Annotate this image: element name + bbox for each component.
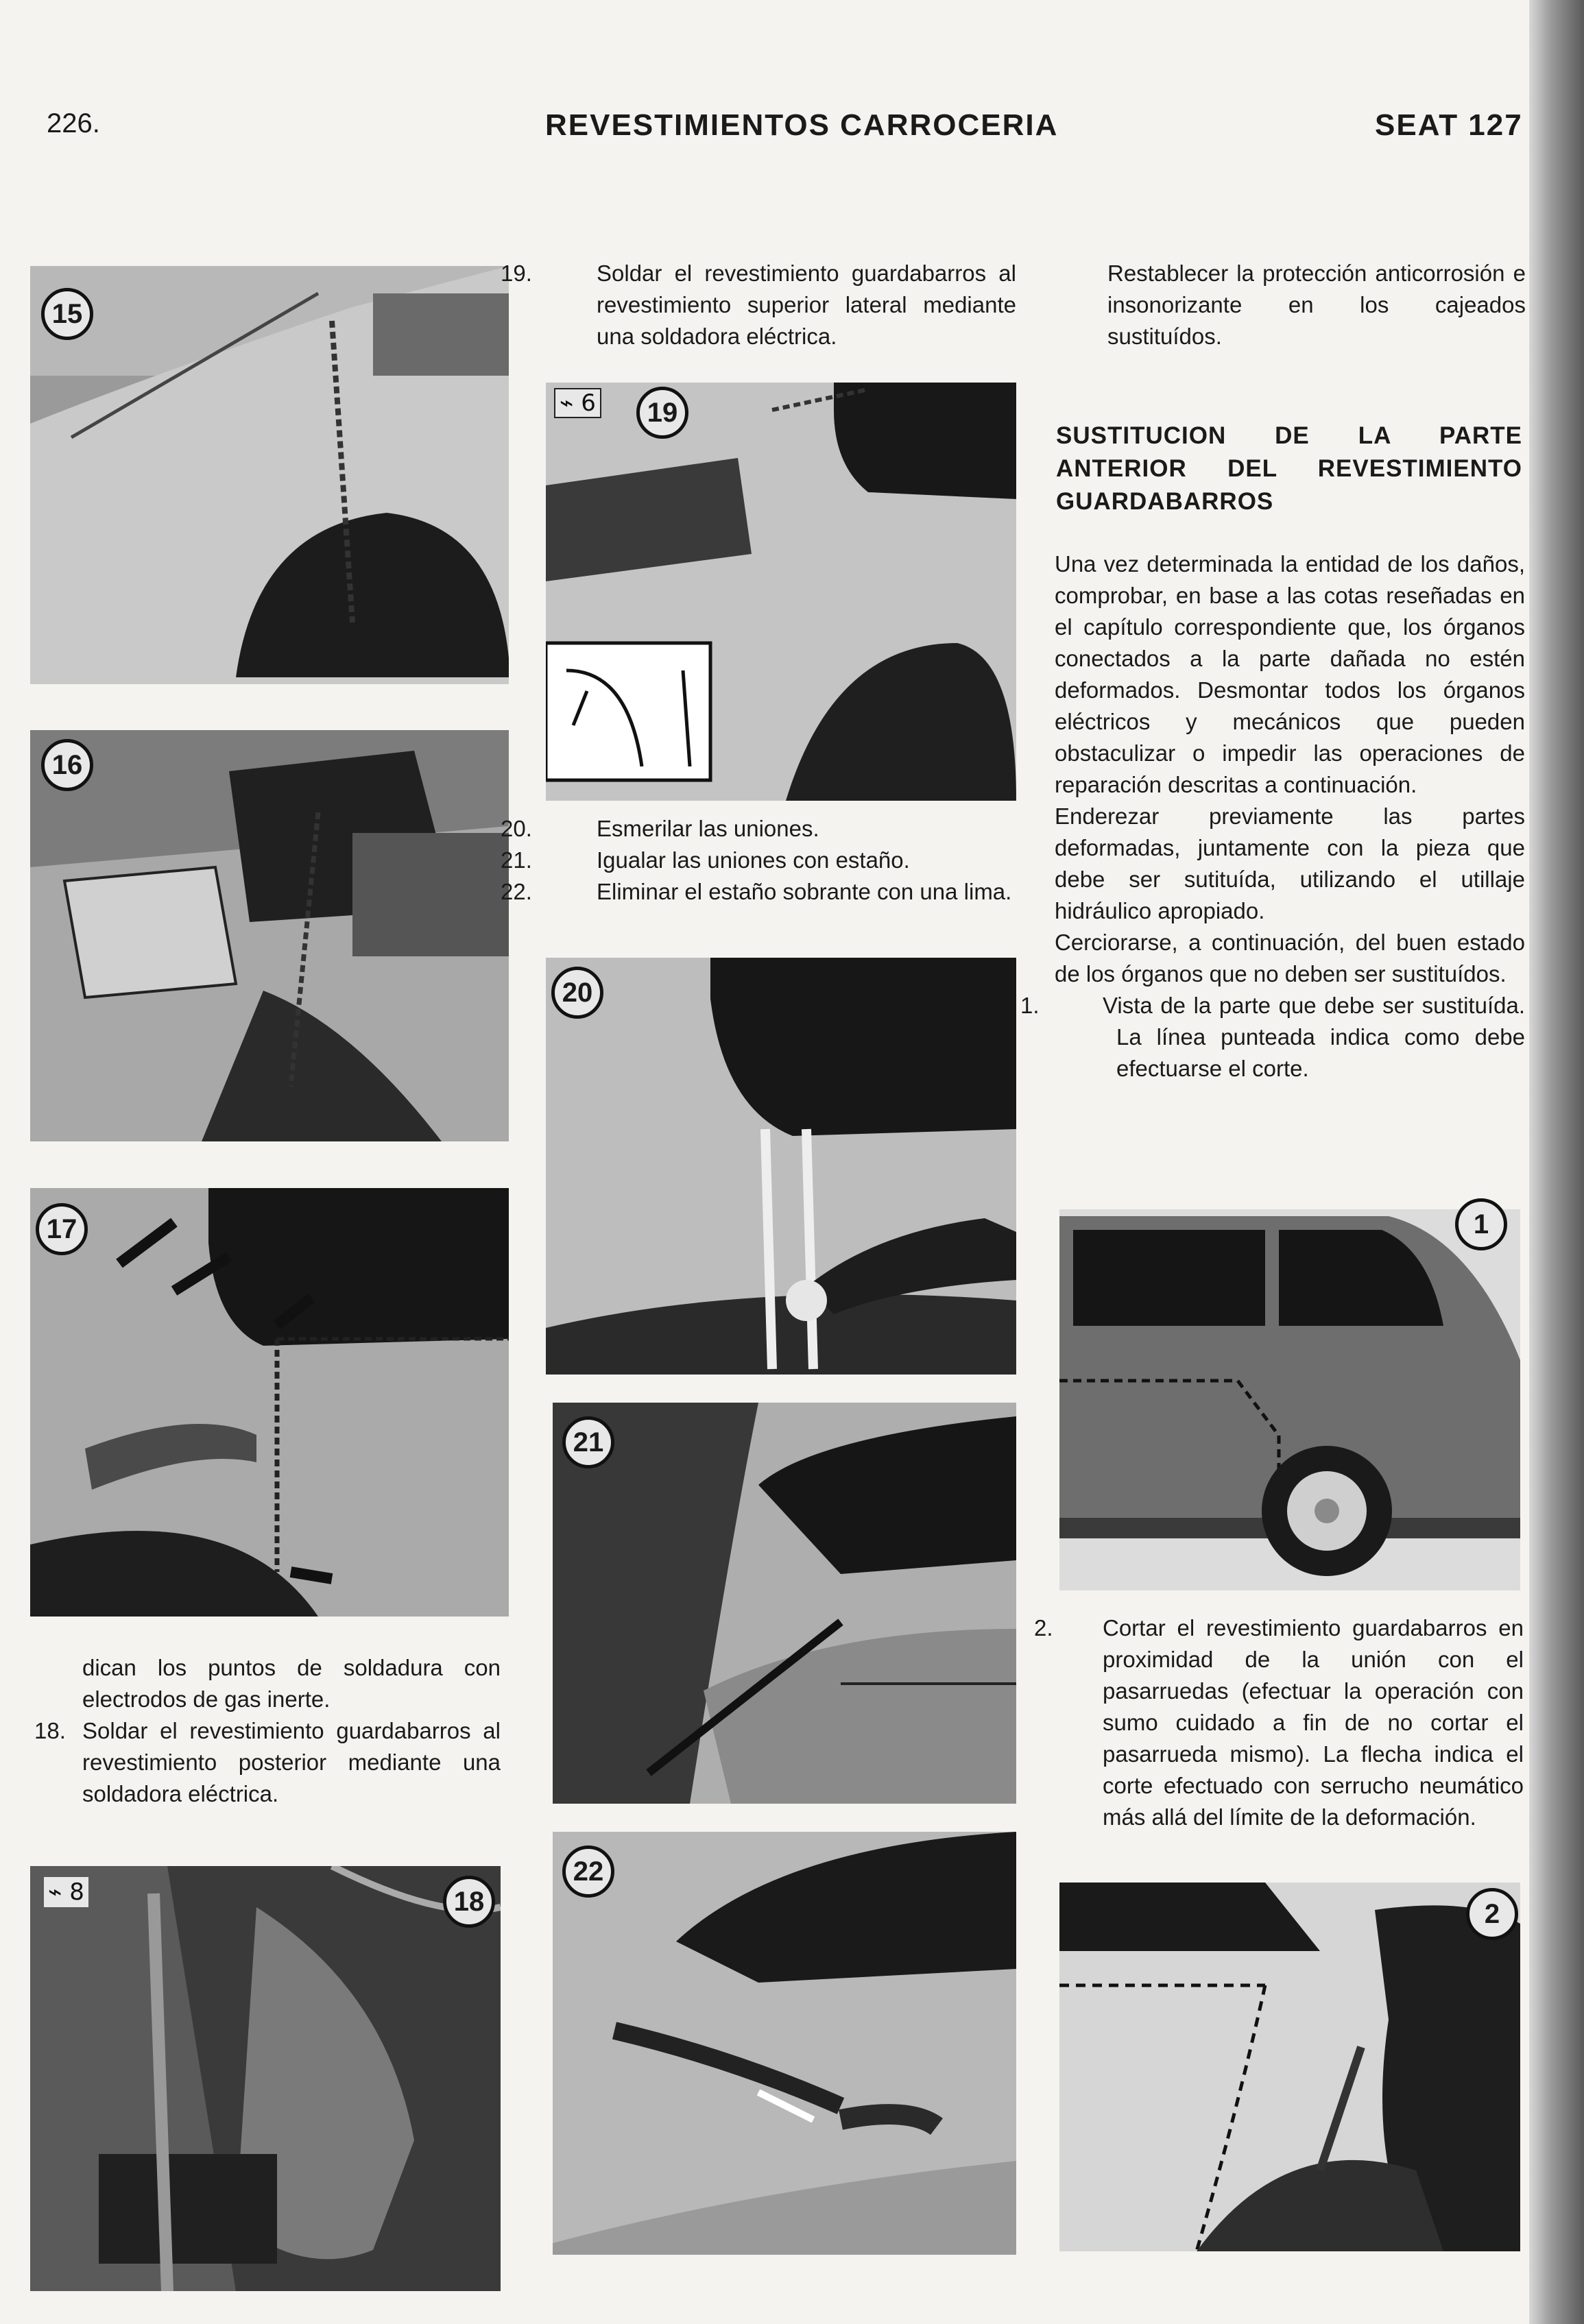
item-21-number: 21. [501, 847, 532, 873]
item-1-number: 1. [1020, 993, 1040, 1018]
photo-fig-1 [1059, 1209, 1520, 1590]
tool-glyph-19: ⌁ [560, 389, 574, 417]
tool-ref-19: 6 [581, 389, 596, 417]
item-2-text: Cortar el revestimiento guardabarros en proximidad de la unión con el pasarruedas (efectuar la operación con sumo cuidado a fin de no cortar el pasarrueda mismo). La flecha indica el corte efectuado con serrucho neumático más allá del límite de la deformación. [1103, 1615, 1524, 1830]
photo-fig-17 [30, 1188, 509, 1617]
item-20-text: Esmerilar las uniones. [597, 816, 819, 841]
item-20-number: 20. [501, 816, 532, 841]
photo-fig-16 [30, 730, 509, 1141]
figure-badge-15: 15 [41, 288, 93, 340]
item-2 [1034, 1612, 1524, 1833]
section-heading: SUSTITUCION DE LA PARTE ANTERIOR DEL REVESTIMIENTO GUARDABARROS [1056, 422, 1522, 515]
item-19-paragraph [501, 258, 1016, 352]
figure-badge-22: 22 [562, 1845, 614, 1898]
item-1 [1020, 990, 1525, 1085]
paragraph-1: Una vez determinada la entidad de los daños, comprobar, en base a las cotas reseñadas en el capítulo correspondiente que, los órganos conectados a la parte dañada no estén deformados. Desmontar todos los órganos eléctricos y mecánicos que pueden obstaculizar o impedir las operaciones de reparación descritas a continuación. [1055, 551, 1525, 797]
figure-badge-16: 16 [41, 739, 93, 791]
tool-glyph-18: ⌁ [48, 1878, 62, 1906]
figure-badge-20: 20 [551, 967, 603, 1019]
paragraph-2: Enderezar previamente las partes deformadas, juntamente con la pieza que debe ser sutituída, utilizando el utillaje hidráulico apropiado. [1055, 803, 1525, 923]
page-title: REVESTIMIENTOS CARROCERIA [545, 108, 1059, 142]
intro-text: Restablecer la protección anticorrosión e insonorizante en los cajeados sustituídos. [1107, 261, 1526, 349]
figure-badge-1: 1 [1455, 1198, 1507, 1250]
figure-badge-2: 2 [1466, 1888, 1518, 1940]
item-21-text: Igualar las uniones con estaño. [597, 847, 910, 873]
welder-tool-icon [44, 1877, 88, 1907]
item-22-text: Eliminar el estaño sobrante con una lima. [597, 879, 1012, 904]
photo-fig-15 [30, 266, 509, 684]
item-19-text: Soldar el revestimiento guardabarros al revestimiento superior lateral mediante una soldadora eléctrica. [597, 261, 1016, 349]
photo-fig-2 [1059, 1883, 1520, 2251]
items-20-22 [501, 813, 1016, 908]
photo-fig-22 [553, 1832, 1016, 2255]
item-18-text: Soldar el revestimiento guardabarros al revestimiento posterior mediante una soldadora eléctrica. [82, 1718, 501, 1806]
tool-ref-18: 8 [69, 1878, 84, 1906]
left-column-text [34, 1652, 501, 1810]
item-22-number: 22. [501, 879, 532, 904]
page-edge-shadow [1529, 0, 1584, 2324]
right-column-body [1020, 548, 1525, 1085]
item-18-number: 18. [34, 1718, 66, 1743]
item-22 [501, 876, 1016, 908]
photo-fig-21 [553, 1403, 1016, 1804]
figure-badge-18: 18 [443, 1876, 495, 1928]
model-label: SEAT 127 [1375, 108, 1523, 142]
item-1-text: Vista de la parte que debe ser sustituída. La línea punteada indica como debe efectuarse el corte. [1103, 993, 1525, 1081]
photo-fig-19 [546, 383, 1016, 801]
item-19 [501, 258, 1016, 352]
item-21 [501, 845, 1016, 876]
item-17-continuation: dican los puntos de soldadura con electrodos de gas inerte. [82, 1655, 501, 1712]
figure-badge-21: 21 [562, 1416, 614, 1468]
page-number: 226. [47, 108, 100, 138]
photo-fig-20 [546, 958, 1016, 1375]
figure-badge-17: 17 [36, 1203, 88, 1255]
item-2-number: 2. [1034, 1615, 1053, 1641]
intro-paragraph [1059, 258, 1526, 352]
item-19-number: 19. [501, 261, 532, 286]
item-20 [501, 813, 1016, 845]
paragraph-3: Cerciorarse, a continuación, del buen estado de los órganos que no deben ser sustituídos. [1055, 930, 1525, 987]
photo-fig-18 [30, 1866, 501, 2291]
figure-badge-19: 19 [636, 387, 688, 439]
item-18 [34, 1715, 501, 1810]
item-2-paragraph [1034, 1612, 1524, 1833]
welder-tool-icon-19 [554, 388, 601, 418]
